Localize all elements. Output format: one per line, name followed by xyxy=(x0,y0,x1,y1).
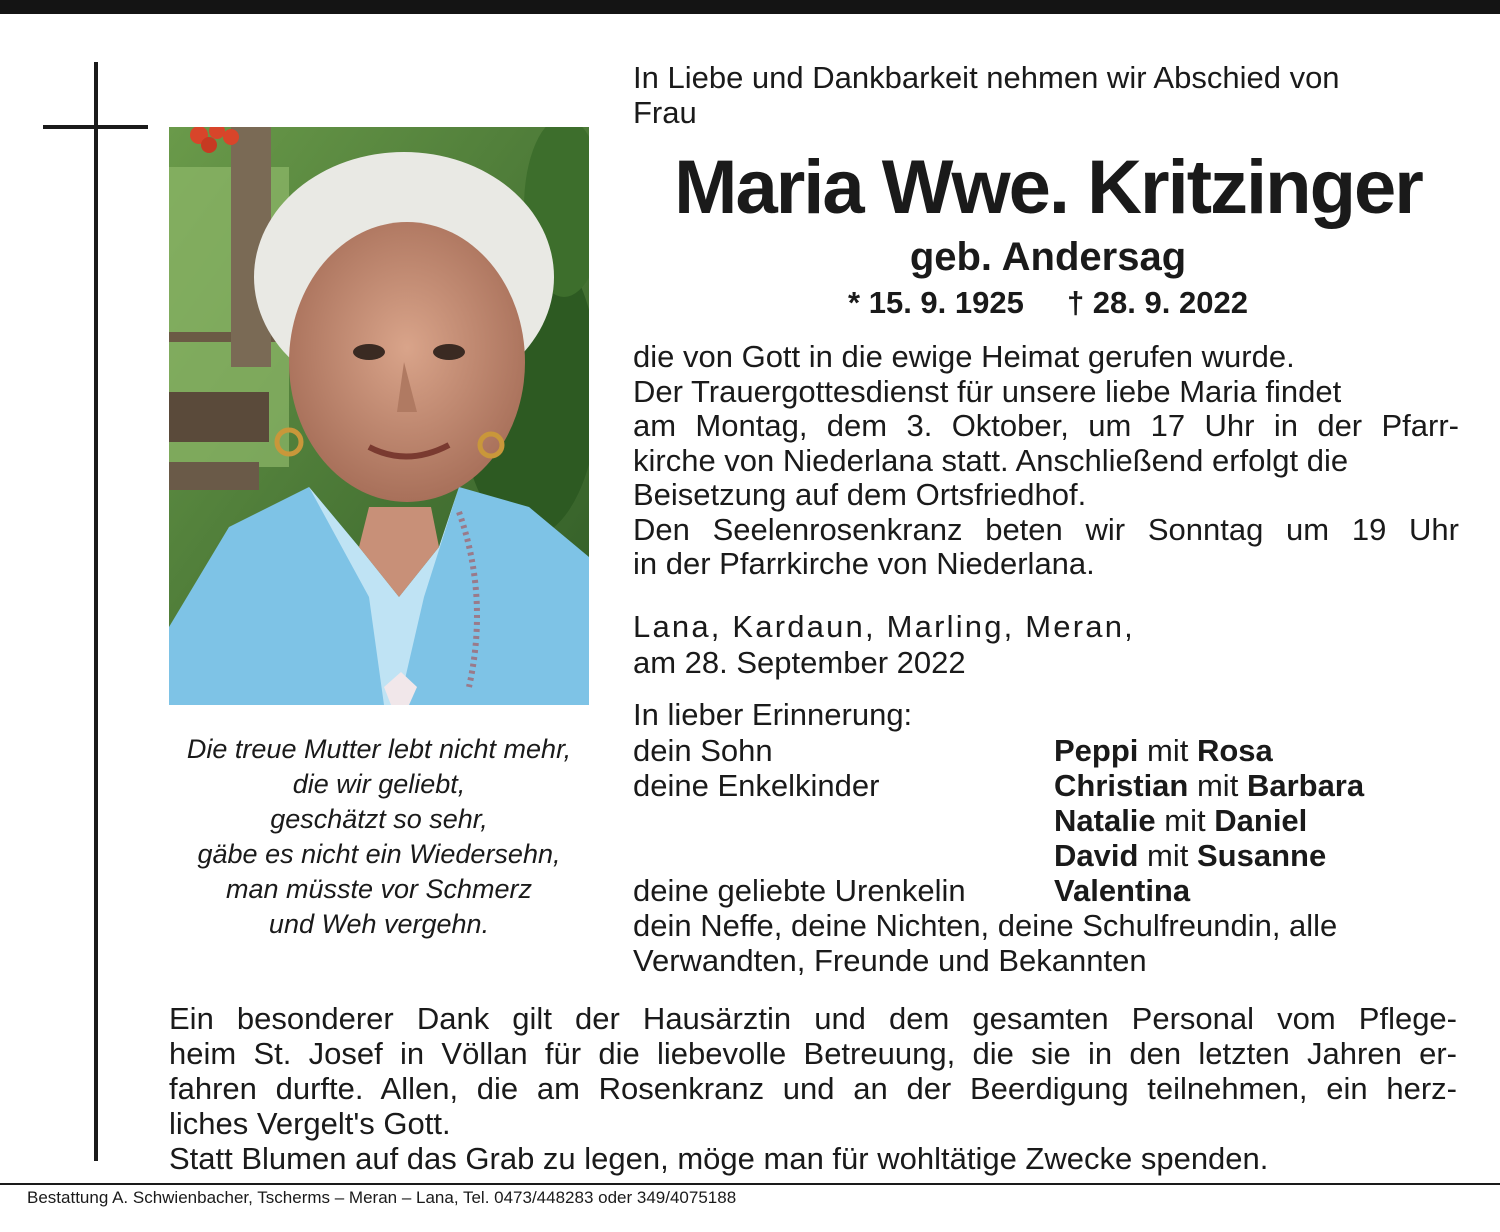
mourners-list xyxy=(633,733,1463,908)
mourner-names: Peppi mit Rosa xyxy=(1054,733,1273,768)
mourner-relation: deine Enkelkinder xyxy=(633,768,880,803)
others-line-1: dein Neffe, deine Nichten, deine Schulfreundin, alle xyxy=(633,908,1338,943)
intro-line-2: Frau xyxy=(633,95,697,130)
others-line-2: Verwandten, Freunde und Bekannten xyxy=(633,943,1147,978)
mourner-names: David mit Susanne xyxy=(1054,838,1327,873)
mourner-names: Valentina xyxy=(1054,873,1191,908)
birth-name: geb. Andersag xyxy=(909,235,1187,279)
memorial-poem xyxy=(150,732,608,942)
footer-divider xyxy=(0,1183,1500,1185)
acknowledgement xyxy=(169,1001,1459,1176)
poem-line: gäbe es nicht ein Wiedersehn, xyxy=(197,839,561,869)
thanks-line: fahren durfte. Allen, die am Rosenkranz und an der Beerdigung teilnehmen, ein herz- xyxy=(169,1071,1457,1106)
deceased-name: Maria Wwe. Kritzinger xyxy=(674,145,1422,230)
no-flowers-note: Statt Blumen auf das Grab zu legen, möge man für wohltätige Zwecke spenden. xyxy=(169,1141,1269,1176)
portrait-photo xyxy=(169,127,589,705)
poem-line: die wir geliebt, xyxy=(292,769,466,799)
poem-line: Die treue Mutter lebt nicht mehr, xyxy=(186,734,572,764)
death-date: † 28. 9. 2022 xyxy=(1066,285,1248,320)
body-line: Den Seelenrosenkranz beten wir Sonntag um 19 Uhr xyxy=(633,511,1459,547)
mourners-heading: In lieber Erinnerung: xyxy=(633,697,913,732)
body-line: Beisetzung auf dem Ortsfriedhof. xyxy=(633,477,1087,512)
thanks-line: liches Vergelt's Gott. xyxy=(169,1106,451,1141)
birth-date: * 15. 9. 1925 xyxy=(848,285,1024,320)
body-line: in der Pfarrkirche von Niederlana. xyxy=(633,546,1095,581)
mourner-row xyxy=(633,873,1463,908)
mourner-row xyxy=(633,838,1463,873)
service-details xyxy=(633,340,1463,582)
intro-text xyxy=(633,60,1463,130)
poem-line: geschätzt so sehr, xyxy=(270,804,488,834)
poem-line: man müsste vor Schmerz xyxy=(225,874,533,904)
body-line: kirche von Niederlana statt. Anschließend erfolgt die xyxy=(633,442,1349,478)
thanks-line: Ein besonderer Dank gilt der Hausärztin und dem gesamten Personal vom Pflege- xyxy=(169,1001,1457,1036)
mourner-names: Natalie mit Daniel xyxy=(1054,803,1308,838)
mourner-row xyxy=(633,733,1463,768)
mourner-relation: deine geliebte Urenkelin xyxy=(633,873,966,908)
mourner-names: Christian mit Barbara xyxy=(1054,768,1365,803)
poem-line: und Weh vergehn. xyxy=(268,909,490,939)
funeral-home-footer: Bestattung A. Schwienbacher, Tscherms – Meran – Lana, Tel. 0473/448283 oder 349/4075188 xyxy=(27,1188,737,1207)
thanks-line: heim St. Josef in Völlan für die liebevolle Betreuung, die sie in den letzten Jahren er- xyxy=(169,1036,1457,1071)
intro-line-1: In Liebe und Dankbarkeit nehmen wir Abschied von xyxy=(633,60,1340,95)
body-line: Der Trauergottesdienst für unsere liebe Maria findet xyxy=(633,373,1342,409)
other-mourners xyxy=(633,908,1463,978)
mourner-relation: dein Sohn xyxy=(633,733,773,768)
place-and-date xyxy=(633,609,1135,681)
body-line: am Montag, dem 3. Oktober, um 17 Uhr in der Pfarr- xyxy=(633,408,1459,443)
mourner-row xyxy=(633,803,1463,838)
notice-date: am 28. September 2022 xyxy=(633,645,966,680)
body-line: die von Gott in die ewige Heimat gerufen wurde. xyxy=(633,339,1295,374)
life-dates xyxy=(633,283,1463,323)
mourner-row xyxy=(633,768,1463,803)
locations: Lana, Kardaun, Marling, Meran, xyxy=(633,609,1135,644)
